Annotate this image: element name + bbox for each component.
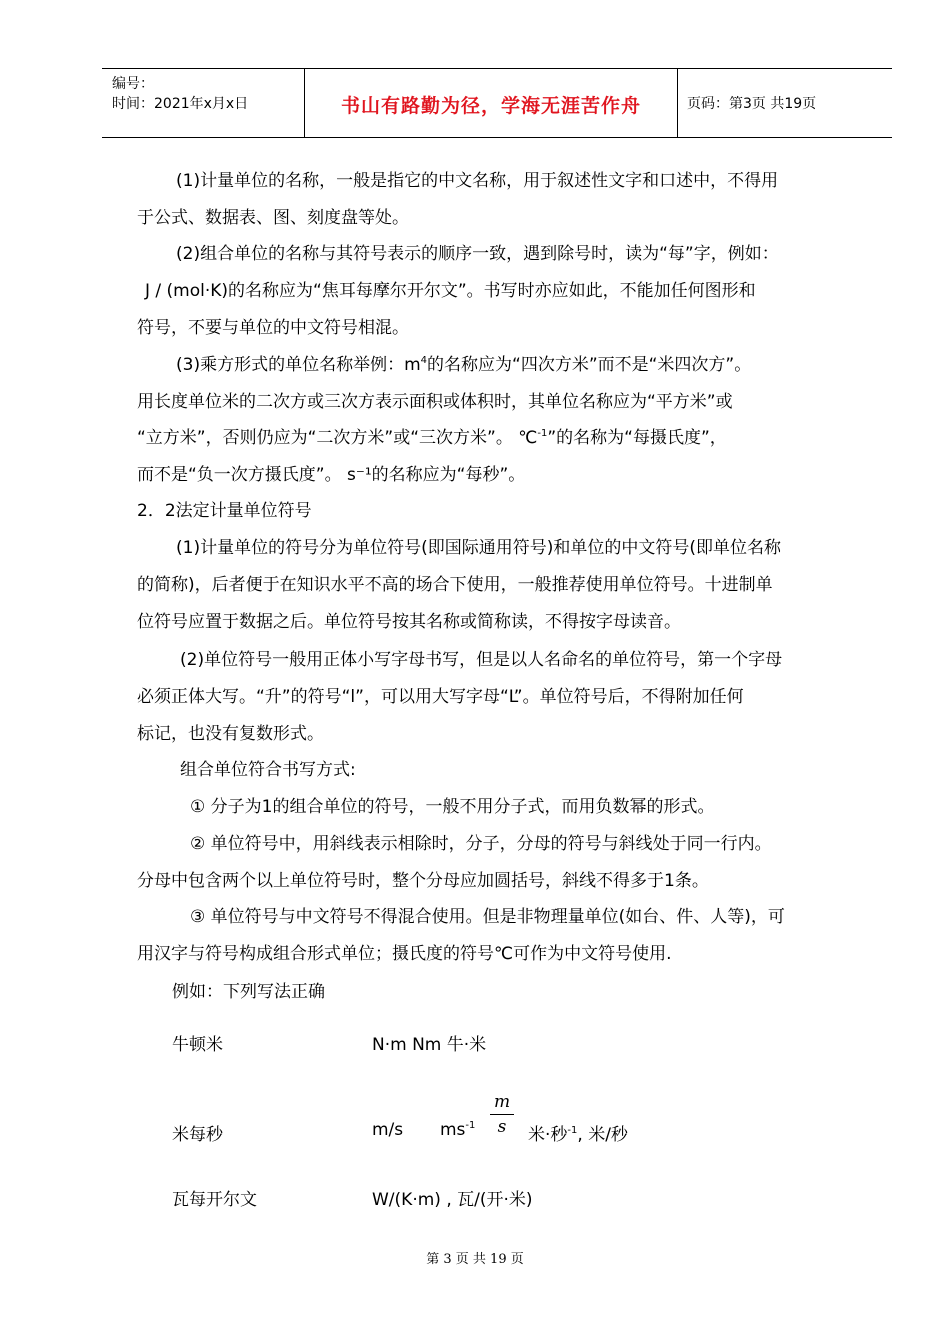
list-item: ③ 单位符号与中文符号不得混合使用。但是非物理量单位(如台、件、人等)，可: [190, 907, 785, 927]
paragraph-line: J / (mol·K)的名称应为“焦耳每摩尔开尔文”。书写时亦应如此，不能加任何图形和: [145, 281, 756, 301]
page-indicator: 页码：第3页 共19页: [687, 96, 817, 112]
document-header: [102, 68, 892, 138]
paragraph-line: 分母中包含两个以上单位符号时，整个分母应加圆括号，斜线不得多于1条。: [137, 871, 709, 891]
text-run: “立方米”，否则仍应为“二次方米”或“三次方米”。 ℃: [137, 428, 538, 448]
paragraph-line: 的简称)，后者便于在知识水平不高的场合下使用，一般推荐使用单位符号。十进制单: [137, 575, 773, 595]
serial-number-label: 编号：: [112, 76, 154, 92]
example-name: 瓦每开尔文: [172, 1190, 257, 1210]
list-item: ① 分子为1的组合单位的符号，一般不用分子式，而用负数幂的形式。: [190, 797, 715, 817]
text-run: ”的名称为“每摄氏度”，: [547, 428, 727, 448]
example-form: [528, 1120, 628, 1145]
paragraph-line: 组合单位符合书写方式:: [180, 760, 356, 780]
fraction-symbol: [490, 1092, 514, 1137]
header-divider: [304, 69, 305, 137]
header-divider: [677, 69, 678, 137]
paragraph-line: 用长度单位米的二次方或三次方表示面积或体积时，其单位名称应为“平方米”或: [137, 392, 733, 412]
section-heading: 2．2法定计量单位符号: [137, 501, 312, 521]
superscript: -1: [465, 1120, 476, 1131]
text-run: (3)乘方形式的单位名称举例：m: [176, 355, 421, 375]
list-item: ② 单位符号中，用斜线表示相除时，分子，分母的符号与斜线处于同一行内。: [190, 834, 772, 854]
superscript: -1: [567, 1125, 578, 1136]
paragraph-line: 标记，也没有复数形式。: [137, 724, 324, 744]
page-footer: 第 3 页 共 19 页: [426, 1252, 524, 1267]
date-label: 时间：2021年x月x日: [112, 96, 249, 112]
example-form: m/s: [372, 1120, 404, 1140]
paragraph-line: 用汉字与符号构成组合形式单位；摄氏度的符号℃可作为中文符号使用.: [137, 944, 672, 964]
paragraph-line: 而不是“负一次方摄氏度”。 s⁻¹的名称应为“每秒”。: [137, 465, 526, 485]
paragraph-line: 符号，不要与单位的中文符号相混。: [137, 318, 409, 338]
paragraph-line: 例如：下列写法正确: [172, 982, 325, 1002]
paragraph-line: (2)组合单位的名称与其符号表示的顺序一致，遇到除号时，读为“每”字，例如：: [176, 244, 779, 264]
paragraph-line: (1)计量单位的名称，一般是指它的中文名称，用于叙述性文字和口述中，不得用: [176, 171, 779, 191]
text-run: ms: [440, 1120, 466, 1140]
text-run: 米·秒: [528, 1125, 568, 1145]
example-form: [440, 1120, 475, 1140]
superscript: -1: [537, 428, 548, 439]
fraction-bar: [490, 1114, 514, 1115]
paragraph-line: (1)计量单位的符号分为单位符号(即国际通用符号)和单位的中文符号(即单位名称: [176, 538, 781, 558]
example-forms: W/(K·m) , 瓦/(开·米): [372, 1190, 533, 1210]
fraction-numerator: m: [493, 1092, 511, 1112]
paragraph-line: 位符号应置于数据之后。单位符号按其名称或简称读，不得按字母读音。: [137, 612, 681, 632]
paragraph-line: 于公式、数据表、图、刻度盘等处。: [137, 208, 409, 228]
example-name: 牛顿米: [172, 1035, 223, 1055]
fraction-denominator: s: [497, 1117, 507, 1137]
header-motto: 书山有路勤为径，学海无涯苦作舟: [340, 95, 641, 117]
paragraph-line: (2)单位符号一般用正体小写字母书写，但是以人名命名的单位符号，第一个字母: [180, 650, 783, 670]
paragraph-line-celsius: [137, 428, 727, 451]
paragraph-line-power: [176, 355, 751, 378]
example-name: 米每秒: [172, 1125, 223, 1145]
example-forms: N·m Nm 牛·米: [372, 1035, 487, 1055]
text-run: , 米/秒: [577, 1125, 628, 1145]
paragraph-line: 必须正体大写。“升”的符号“l”，可以用大写字母“L”。单位符号后，不得附加任何: [137, 687, 744, 707]
superscript: 4: [420, 355, 428, 366]
text-run: 的名称应为“四次方米”而不是“米四次方”。: [427, 355, 752, 375]
